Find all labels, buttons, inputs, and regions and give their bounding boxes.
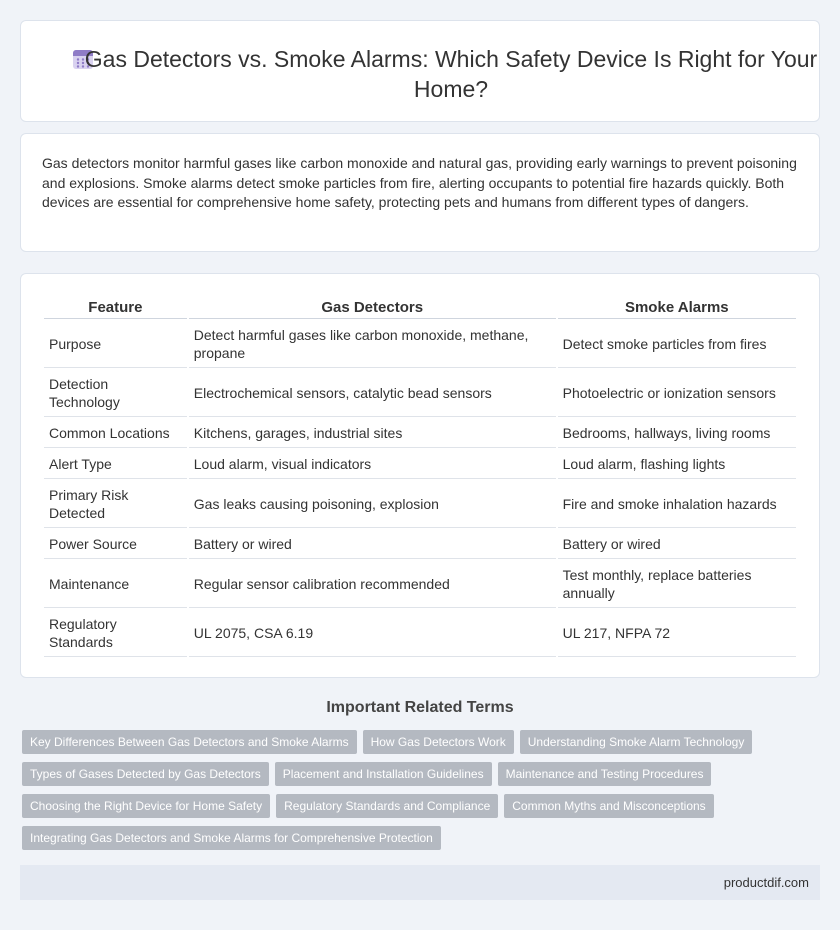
table-row <box>44 610 796 657</box>
table-row <box>44 321 796 368</box>
smoke-alarm-cell: Detect smoke particles from fires <box>558 321 796 368</box>
feature-cell: Primary Risk Detected <box>44 481 187 528</box>
footer-site-link[interactable]: productdif.com <box>723 875 809 890</box>
page-title: Gas Detectors vs. Smoke Alarms: Which Safety Device Is Right for Your Home? <box>84 46 818 102</box>
table-row <box>44 419 796 448</box>
header-feature: Feature <box>44 295 187 319</box>
tag-row <box>22 730 822 754</box>
gas-detector-cell: Detect harmful gases like carbon monoxide, methane, propane <box>189 321 556 368</box>
related-term-tag[interactable]: Common Myths and Misconceptions <box>504 794 713 818</box>
gas-detector-cell: Kitchens, garages, industrial sites <box>189 419 556 448</box>
gas-detector-cell: Regular sensor calibration recommended <box>189 561 556 608</box>
related-term-tag[interactable]: Understanding Smoke Alarm Technology <box>520 730 753 754</box>
gas-detector-cell: Loud alarm, visual indicators <box>189 450 556 479</box>
gas-detector-cell: Electrochemical sensors, catalytic bead sensors <box>189 370 556 417</box>
feature-cell: Regulatory Standards <box>44 610 187 657</box>
related-term-tag[interactable]: Key Differences Between Gas Detectors and Smoke Alarms <box>22 730 357 754</box>
footer <box>20 865 820 900</box>
intro-text: Gas detectors monitor harmful gases like carbon monoxide and natural gas, providing early warnings to prevent poisoning and explosions. Smoke alarms detect smoke particles from fire, alerting occupants to potential fire hazards quickly. Both devices are essential for comprehensive home safety, protecting pets and humans from different types of dangers. <box>42 155 797 210</box>
feature-cell: Maintenance <box>44 561 187 608</box>
smoke-alarm-cell: Loud alarm, flashing lights <box>558 450 796 479</box>
related-term-tag[interactable]: Placement and Installation Guidelines <box>275 762 492 786</box>
related-term-tag[interactable]: Integrating Gas Detectors and Smoke Alarms for Comprehensive Protection <box>22 826 441 850</box>
tag-row <box>22 762 822 786</box>
related-terms-tags <box>22 730 822 858</box>
related-term-tag[interactable]: Types of Gases Detected by Gas Detectors <box>22 762 269 786</box>
feature-cell: Alert Type <box>44 450 187 479</box>
comparison-card <box>20 273 820 678</box>
feature-cell: Power Source <box>44 530 187 559</box>
gas-detector-cell: UL 2075, CSA 6.19 <box>189 610 556 657</box>
table-row <box>44 481 796 528</box>
gas-detector-cell: Battery or wired <box>189 530 556 559</box>
smoke-alarm-cell: Battery or wired <box>558 530 796 559</box>
feature-cell: Detection Technology <box>44 370 187 417</box>
table-header-row <box>44 295 796 319</box>
intro-card <box>20 133 820 252</box>
header-smoke-alarms: Smoke Alarms <box>558 295 796 319</box>
related-term-tag[interactable]: Regulatory Standards and Compliance <box>276 794 498 818</box>
title-card <box>20 20 820 122</box>
smoke-alarm-cell: Photoelectric or ionization sensors <box>558 370 796 417</box>
related-term-tag[interactable]: Choosing the Right Device for Home Safety <box>22 794 270 818</box>
table-row <box>44 450 796 479</box>
gas-detector-cell: Gas leaks causing poisoning, explosion <box>189 481 556 528</box>
feature-cell: Purpose <box>44 321 187 368</box>
tag-row <box>22 794 822 818</box>
table-row <box>44 370 796 417</box>
related-terms-heading: Important Related Terms <box>326 699 514 716</box>
header-gas-detectors: Gas Detectors <box>189 295 556 319</box>
related-term-tag[interactable]: How Gas Detectors Work <box>363 730 514 754</box>
smoke-alarm-cell: Bedrooms, hallways, living rooms <box>558 419 796 448</box>
table-row <box>44 530 796 559</box>
tag-row <box>22 826 822 850</box>
table-row <box>44 561 796 608</box>
smoke-alarm-cell: Test monthly, replace batteries annually <box>558 561 796 608</box>
smoke-alarm-cell: Fire and smoke inhalation hazards <box>558 481 796 528</box>
comparison-table <box>42 293 798 659</box>
feature-cell: Common Locations <box>44 419 187 448</box>
related-term-tag[interactable]: Maintenance and Testing Procedures <box>498 762 712 786</box>
smoke-alarm-cell: UL 217, NFPA 72 <box>558 610 796 657</box>
